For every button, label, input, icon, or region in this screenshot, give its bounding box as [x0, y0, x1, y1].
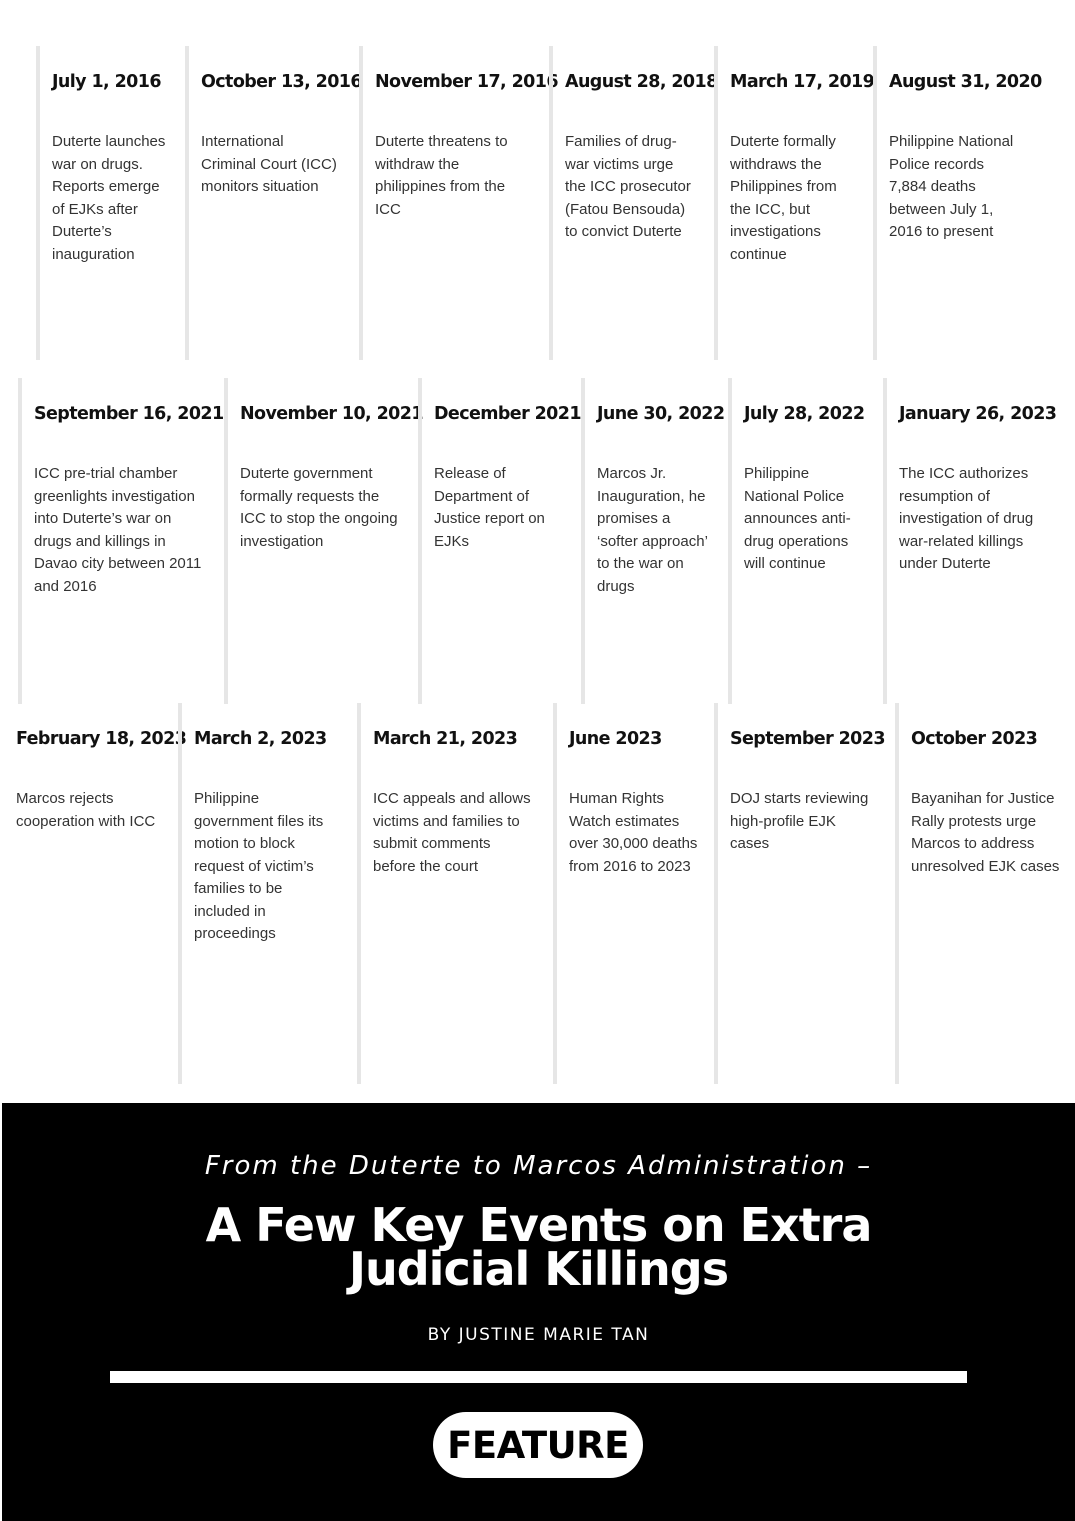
timeline-event — [185, 46, 362, 360]
event-description-line: before the court — [373, 857, 479, 875]
event-description-line: Duterte formally — [730, 133, 836, 150]
event-description-line: investigation of drug — [899, 510, 1034, 527]
event-date: September 16, 2021 — [34, 404, 224, 424]
event-date: June 2023 — [569, 729, 662, 749]
event-description-line: drug operations — [744, 532, 849, 550]
event-date: November 17, 2016 — [375, 72, 558, 92]
event-description-line: withdraw the — [375, 155, 460, 173]
event-description — [889, 131, 1013, 244]
event-date: August 31, 2020 — [889, 72, 1042, 92]
event-description-line: Philippines from — [730, 178, 837, 195]
event-description-line: International — [201, 133, 284, 150]
event-date: March 21, 2023 — [373, 729, 518, 749]
event-description-line: Justice report on — [434, 510, 545, 527]
event-description-line: will continue — [744, 555, 826, 572]
event-description — [730, 131, 837, 266]
event-description-line: The ICC authorizes — [899, 465, 1029, 482]
event-description-line: Duterte threatens to — [375, 133, 508, 150]
event-description — [34, 463, 201, 598]
event-date: July 1, 2016 — [52, 72, 161, 92]
event-description-line: ICC to stop the ongoing — [240, 510, 398, 527]
event-description — [565, 131, 691, 244]
timeline-event — [18, 378, 224, 704]
event-date: March 2, 2023 — [194, 729, 327, 749]
event-description-line: Davao city between 2011 — [34, 555, 202, 572]
timeline-event — [873, 46, 1073, 360]
event-description-line: monitors situation — [201, 178, 319, 195]
event-description-line: over 30,000 deaths — [569, 835, 698, 852]
event-description-line: motion to block — [194, 835, 295, 852]
event-date: March 17, 2019 — [730, 72, 875, 92]
event-description-line: cooperation with ICC — [16, 812, 156, 830]
event-description — [240, 463, 398, 553]
event-description-line: ICC — [375, 200, 401, 218]
event-description-line: withdraws the — [730, 155, 822, 173]
event-description-line: proceedings — [194, 925, 276, 942]
event-description-line: Marcos rejects — [16, 790, 114, 807]
event-description-line: Marcos to address — [911, 835, 1035, 852]
event-description-line: resumption of — [899, 487, 990, 505]
timeline-event — [553, 703, 714, 1084]
event-description-line: Families of drug- — [565, 133, 677, 150]
byline: BY JUSTINE MARIE TAN — [427, 1325, 650, 1345]
event-description-line: of EJKs after — [52, 200, 138, 218]
title-banner — [2, 1103, 1075, 1521]
event-description — [569, 788, 697, 878]
feature-badge — [433, 1412, 643, 1478]
event-description-line: announces anti- — [744, 510, 851, 527]
event-description — [744, 463, 851, 576]
event-description-line: DOJ starts reviewing — [730, 790, 869, 807]
event-description-line: ICC appeals and allows — [373, 790, 531, 807]
event-description-line: EJKs — [434, 532, 470, 550]
event-description-line: to convict Duterte — [565, 223, 682, 240]
event-description-line: to the war on — [597, 555, 684, 572]
event-description — [201, 131, 337, 199]
event-description — [899, 463, 1033, 576]
banner-title-line: A Few Key Events on Extra — [205, 1198, 872, 1252]
timeline-event — [883, 378, 1073, 704]
timeline-event — [0, 703, 187, 1084]
banner-subtitle: From the Duterte to Marcos Administration – — [204, 1151, 873, 1181]
event-description-line: 7,884 deaths — [889, 178, 976, 195]
event-date: June 30, 2022 — [597, 404, 725, 424]
event-description — [52, 131, 165, 266]
event-description-line: drugs — [597, 577, 635, 595]
event-description — [434, 463, 545, 553]
feature-badge-label: FEATURE — [447, 1423, 629, 1467]
event-description — [16, 788, 155, 833]
event-description-line: Philippine — [744, 465, 810, 482]
event-date: January 26, 2023 — [899, 404, 1057, 424]
timeline-event — [359, 46, 558, 360]
event-description-line: Duterte launches — [52, 133, 166, 150]
event-description-line: Release of — [434, 465, 506, 482]
divider-rule — [110, 1371, 967, 1383]
event-description — [373, 788, 531, 878]
event-date: September 2023 — [730, 729, 885, 749]
event-description-line: Criminal Court (ICC) — [201, 155, 337, 173]
event-description-line: formally requests the — [240, 487, 380, 505]
event-description-line: the ICC prosecutor — [565, 178, 691, 195]
event-description-line: inauguration — [52, 245, 135, 263]
event-description-line: the ICC, but — [730, 200, 811, 218]
event-description-line: 2016 to present — [889, 223, 994, 240]
event-description-line: into Duterte’s war on — [34, 510, 172, 527]
event-description-line: Duterte’s — [52, 223, 112, 240]
event-description-line: submit comments — [373, 835, 491, 852]
event-description-line: unresolved EJK cases — [911, 857, 1060, 875]
event-date: October 2023 — [911, 729, 1038, 749]
event-description-line: war on drugs. — [52, 155, 143, 173]
event-description-line: (Fatou Bensouda) — [565, 200, 686, 218]
event-description-line: under Duterte — [899, 555, 991, 572]
event-description-line: ICC pre-trial chamber — [34, 465, 178, 482]
timeline-event — [418, 378, 581, 704]
banner-title-line: Judicial Killings — [348, 1242, 729, 1296]
event-description-line: war-related killings — [899, 532, 1024, 550]
event-description-line: Watch estimates — [569, 812, 680, 830]
event-description-line: philippines from the — [375, 178, 506, 195]
timeline-event — [714, 703, 895, 1084]
event-description-line: promises a — [597, 510, 671, 527]
event-description-line: Marcos Jr. — [597, 465, 667, 482]
event-description-line: cases — [730, 835, 770, 852]
timeline-event — [714, 46, 874, 360]
event-date: November 10, 2021 — [240, 404, 423, 424]
event-description-line: war victims urge — [565, 155, 674, 173]
event-date: February 18, 2023 — [16, 729, 187, 749]
timeline-event — [728, 378, 883, 704]
banner-title — [2, 1198, 1075, 1296]
event-description-line: Rally protests urge — [911, 812, 1037, 830]
event-description — [911, 788, 1059, 878]
event-description-line: high-profile EJK — [730, 812, 836, 830]
event-description-line: request of victim’s — [194, 857, 314, 875]
event-description-line: Bayanihan for Justice — [911, 790, 1055, 807]
event-description — [375, 131, 508, 221]
event-description-line: ‘softer approach’ — [597, 532, 708, 550]
event-description-line: National Police — [744, 487, 845, 505]
event-description-line: between July 1, — [889, 200, 994, 218]
event-description-line: victims and families to — [373, 812, 520, 830]
event-description-line: investigations — [730, 223, 821, 240]
event-description-line: Philippine National — [889, 133, 1014, 150]
event-description-line: families to be — [194, 880, 283, 897]
event-date: August 28, 2018 — [565, 72, 718, 92]
event-description-line: government files its — [194, 812, 324, 830]
event-description-line: and 2016 — [34, 577, 97, 595]
event-description-line: Police records — [889, 155, 985, 173]
event-description-line: Reports emerge — [52, 178, 160, 195]
timeline-event — [549, 46, 718, 360]
timeline-event — [895, 703, 1073, 1084]
event-description-line: Human Rights — [569, 790, 665, 807]
event-date: October 13, 2016 — [201, 72, 362, 92]
event-description-line: Inauguration, he — [597, 487, 706, 505]
timeline-event — [581, 378, 728, 704]
event-description-line: Department of — [434, 487, 530, 505]
event-date: July 28, 2022 — [744, 404, 865, 424]
event-description-line: Duterte government — [240, 465, 373, 482]
event-description-line: greenlights investigation — [34, 487, 195, 505]
event-date: December 2021 — [434, 404, 581, 424]
event-description — [194, 788, 323, 946]
event-description-line: continue — [730, 245, 787, 263]
event-description — [597, 463, 708, 598]
timeline-event — [178, 703, 357, 1084]
timeline-event — [224, 378, 423, 704]
event-description — [730, 788, 868, 856]
timeline-event — [357, 703, 553, 1084]
timeline-event — [36, 46, 186, 360]
event-description-line: included in — [194, 902, 266, 920]
event-description-line: drugs and killings in — [34, 532, 166, 550]
event-description-line: investigation — [240, 532, 324, 550]
event-description-line: Philippine — [194, 790, 260, 807]
event-description-line: from 2016 to 2023 — [569, 857, 691, 875]
